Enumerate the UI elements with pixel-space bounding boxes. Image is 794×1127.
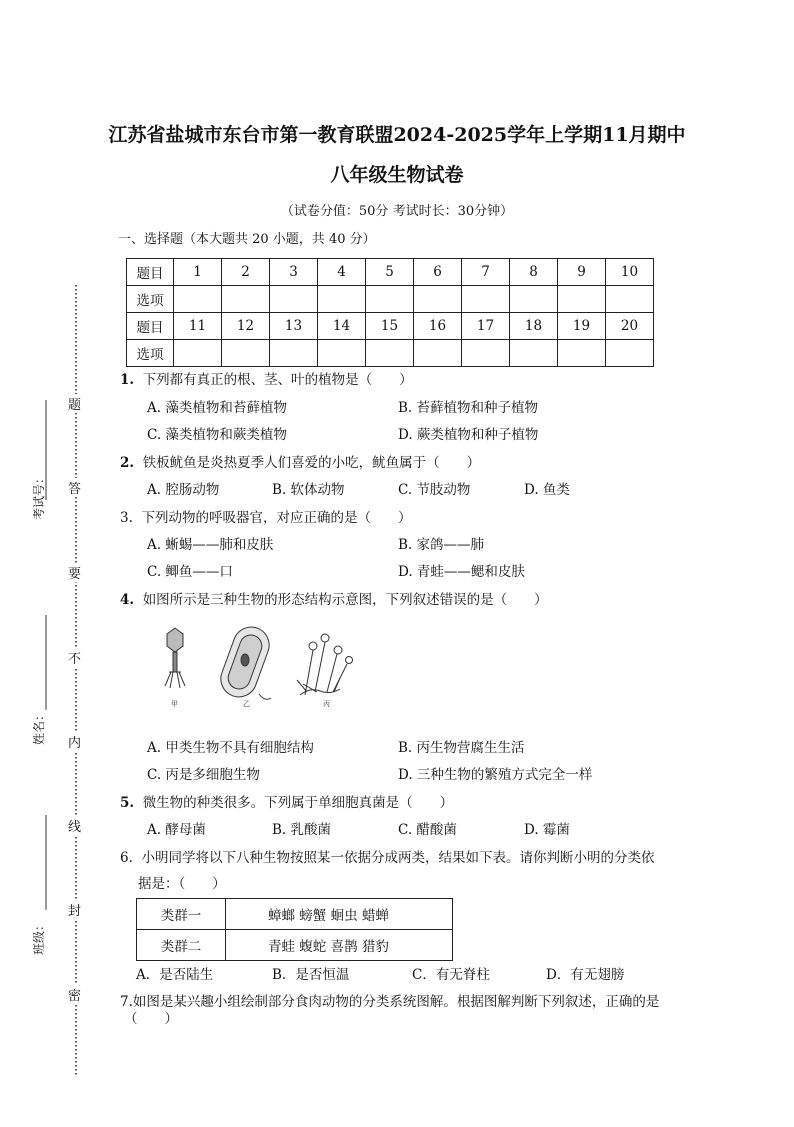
- grid-cell: 10: [606, 259, 654, 286]
- grid-cell: 4: [318, 259, 366, 286]
- question-stem: 微生物的种类很多。下列属于单细胞真菌是（ ）: [142, 795, 454, 811]
- option-d[interactable]: D. 青蛙——鳃和皮肤: [398, 564, 525, 580]
- answer-cell[interactable]: [606, 286, 654, 313]
- exam-info: （试卷分值：50分 考试时长：30分钟）: [280, 204, 514, 219]
- grid-label: 题目: [127, 313, 174, 340]
- answer-cell[interactable]: [558, 286, 606, 313]
- grid-cell: 1: [174, 259, 222, 286]
- question-stem: 如图是某兴趣小组绘制部分食肉动物的分类系统图解。根据图解判断下列叙述，正确的是: [132, 994, 660, 1010]
- grid-label: 题目: [127, 259, 174, 286]
- grid-cell: 3: [270, 259, 318, 286]
- question-stem-cont: （ ）: [124, 1011, 178, 1027]
- figure-label-yi: 乙: [243, 700, 250, 708]
- seal-char: 密: [68, 985, 81, 1004]
- question-stem: 下列动物的呼吸器官，对应正确的是（ ）: [141, 510, 412, 526]
- option-d[interactable]: D. 鱼类: [524, 482, 570, 498]
- grid-cell: 8: [510, 259, 558, 286]
- answer-cell[interactable]: [270, 340, 318, 367]
- grid-cell: 5: [366, 259, 414, 286]
- option-a[interactable]: A. 酵母菌: [147, 822, 206, 838]
- section-heading: 一、选择题（本大题共 20 小题，共 40 分）: [118, 232, 376, 247]
- table-row: [127, 313, 654, 340]
- group-members: 蟑螂 螃蟹 蛔虫 蜡蝉: [226, 899, 453, 930]
- name-label: 姓名：: [32, 708, 46, 745]
- figure-label-jia: 甲: [171, 700, 178, 708]
- answer-cell[interactable]: [222, 286, 270, 313]
- mold-drawing: [297, 634, 353, 695]
- seal-char: 不: [68, 648, 81, 667]
- question-number: 5.: [120, 795, 135, 811]
- answer-cell[interactable]: [606, 340, 654, 367]
- option-b[interactable]: B. 苔藓植物和种子植物: [398, 400, 539, 416]
- page-title: 江苏省盐城市东台市第一教育联盟2024-2025学年上学期11月期中: [108, 124, 686, 146]
- grid-cell: 9: [558, 259, 606, 286]
- table-row: [127, 259, 654, 286]
- grid-cell: 14: [318, 313, 366, 340]
- question-6: [120, 846, 654, 866]
- seal-char: 要: [68, 563, 81, 582]
- grid-cell: 6: [414, 259, 462, 286]
- question-stem: 下列都有真正的根、茎、叶的植物是（ ）: [142, 372, 413, 388]
- answer-cell[interactable]: [366, 340, 414, 367]
- answer-cell[interactable]: [318, 340, 366, 367]
- table-row: [137, 899, 453, 930]
- grid-label: 选项: [127, 286, 174, 313]
- option-d[interactable]: D. 霉菌: [524, 822, 570, 838]
- option-b[interactable]: B．是否恒温: [272, 967, 350, 983]
- answer-cell[interactable]: [510, 340, 558, 367]
- group-name: 类群二: [137, 930, 226, 961]
- option-a[interactable]: A．是否陆生: [136, 967, 214, 983]
- answer-cell[interactable]: [366, 286, 414, 313]
- question-number: 3.: [120, 510, 133, 526]
- question-5: [120, 791, 453, 811]
- option-c[interactable]: C. 鲫鱼——口: [147, 564, 233, 580]
- question-number: 7.: [120, 994, 133, 1010]
- option-d[interactable]: D. 蕨类植物和种子植物: [398, 427, 539, 443]
- grid-cell: 20: [606, 313, 654, 340]
- question-stem: 小明同学将以下八种生物按照某一依据分成两类，结果如下表。请你判断小明的分类依: [141, 850, 655, 866]
- seal-char: 封: [68, 900, 81, 919]
- answer-cell[interactable]: [462, 340, 510, 367]
- question-3: [120, 506, 411, 526]
- question-4: [120, 588, 548, 608]
- grid-cell: 17: [462, 313, 510, 340]
- organism-figure: [155, 620, 365, 710]
- seal-char: 题: [68, 394, 81, 413]
- class-label: 班级：: [32, 918, 46, 955]
- seal-char: 线: [68, 816, 81, 835]
- question-number: 6.: [120, 850, 133, 866]
- option-b[interactable]: B. 软体动物: [272, 482, 345, 498]
- option-d[interactable]: D. 三种生物的繁殖方式完全一样: [398, 767, 593, 783]
- group-name: 类群一: [137, 899, 226, 930]
- table-row: [137, 930, 453, 961]
- option-d[interactable]: D．有无翅膀: [546, 967, 625, 983]
- answer-cell[interactable]: [270, 286, 318, 313]
- option-c[interactable]: C. 醋酸菌: [398, 822, 457, 838]
- answer-cell[interactable]: [414, 340, 462, 367]
- option-a[interactable]: A. 蜥蜴——肺和皮肤: [147, 537, 274, 553]
- question-number: 1.: [120, 372, 135, 388]
- grid-cell: 19: [558, 313, 606, 340]
- answer-cell[interactable]: [174, 286, 222, 313]
- answer-cell[interactable]: [222, 340, 270, 367]
- grid-cell: 7: [462, 259, 510, 286]
- question-stem: 铁板鱿鱼是炎热夏季人们喜爱的小吃，鱿鱼属于（ ）: [142, 455, 481, 471]
- grid-cell: 18: [510, 313, 558, 340]
- question-stem: 如图所示是三种生物的形态结构示意图，下列叙述错误的是（ ）: [142, 592, 548, 608]
- group-members: 青蛙 蝮蛇 喜鹊 猎豹: [226, 930, 453, 961]
- answer-cell[interactable]: [510, 286, 558, 313]
- answer-cell[interactable]: [558, 340, 606, 367]
- grid-cell: 13: [270, 313, 318, 340]
- table-row: [127, 340, 654, 367]
- answer-cell[interactable]: [174, 340, 222, 367]
- exam-number-label: 考试号：: [32, 471, 46, 520]
- option-c[interactable]: C. 藻类植物和蕨类植物: [147, 427, 287, 443]
- option-a[interactable]: A. 藻类植物和苔藓植物: [147, 400, 287, 416]
- figure-label-bing: 丙: [323, 700, 330, 708]
- question-stem-cont: 据是：（ ）: [138, 876, 226, 892]
- grid-cell: 11: [174, 313, 222, 340]
- option-a[interactable]: A. 甲类生物不具有细胞结构: [147, 740, 314, 756]
- seal-char: 答: [68, 478, 81, 497]
- answer-cell[interactable]: [318, 286, 366, 313]
- question-7: [120, 990, 659, 1010]
- grid-cell: 16: [414, 313, 462, 340]
- option-b[interactable]: B. 丙生物营腐生生活: [398, 740, 525, 756]
- grid-label: 选项: [127, 340, 174, 367]
- bacteriophage-drawing: [165, 628, 185, 688]
- option-b[interactable]: B. 家鸽——肺: [398, 537, 485, 553]
- question-1: [120, 368, 413, 388]
- page-subtitle: 八年级生物试卷: [330, 164, 464, 186]
- option-c[interactable]: C. 节肢动物: [398, 482, 471, 498]
- question-number: 2.: [120, 455, 135, 471]
- seal-char: 内: [68, 732, 81, 751]
- answer-grid: [126, 258, 654, 367]
- option-b[interactable]: B. 乳酸菌: [272, 822, 332, 838]
- answer-cell[interactable]: [414, 286, 462, 313]
- answer-cell[interactable]: [462, 286, 510, 313]
- option-c[interactable]: C. 丙是多细胞生物: [147, 767, 260, 783]
- grid-cell: 2: [222, 259, 270, 286]
- grid-cell: 12: [222, 313, 270, 340]
- option-a[interactable]: A. 腔肠动物: [147, 482, 220, 498]
- grid-cell: 15: [366, 313, 414, 340]
- question-number: 4.: [120, 592, 135, 608]
- option-c[interactable]: C．有无脊柱: [412, 967, 490, 983]
- table-row: [127, 286, 654, 313]
- classification-table: [136, 898, 453, 961]
- bacterium-drawing: [216, 622, 274, 702]
- question-2: [120, 451, 480, 471]
